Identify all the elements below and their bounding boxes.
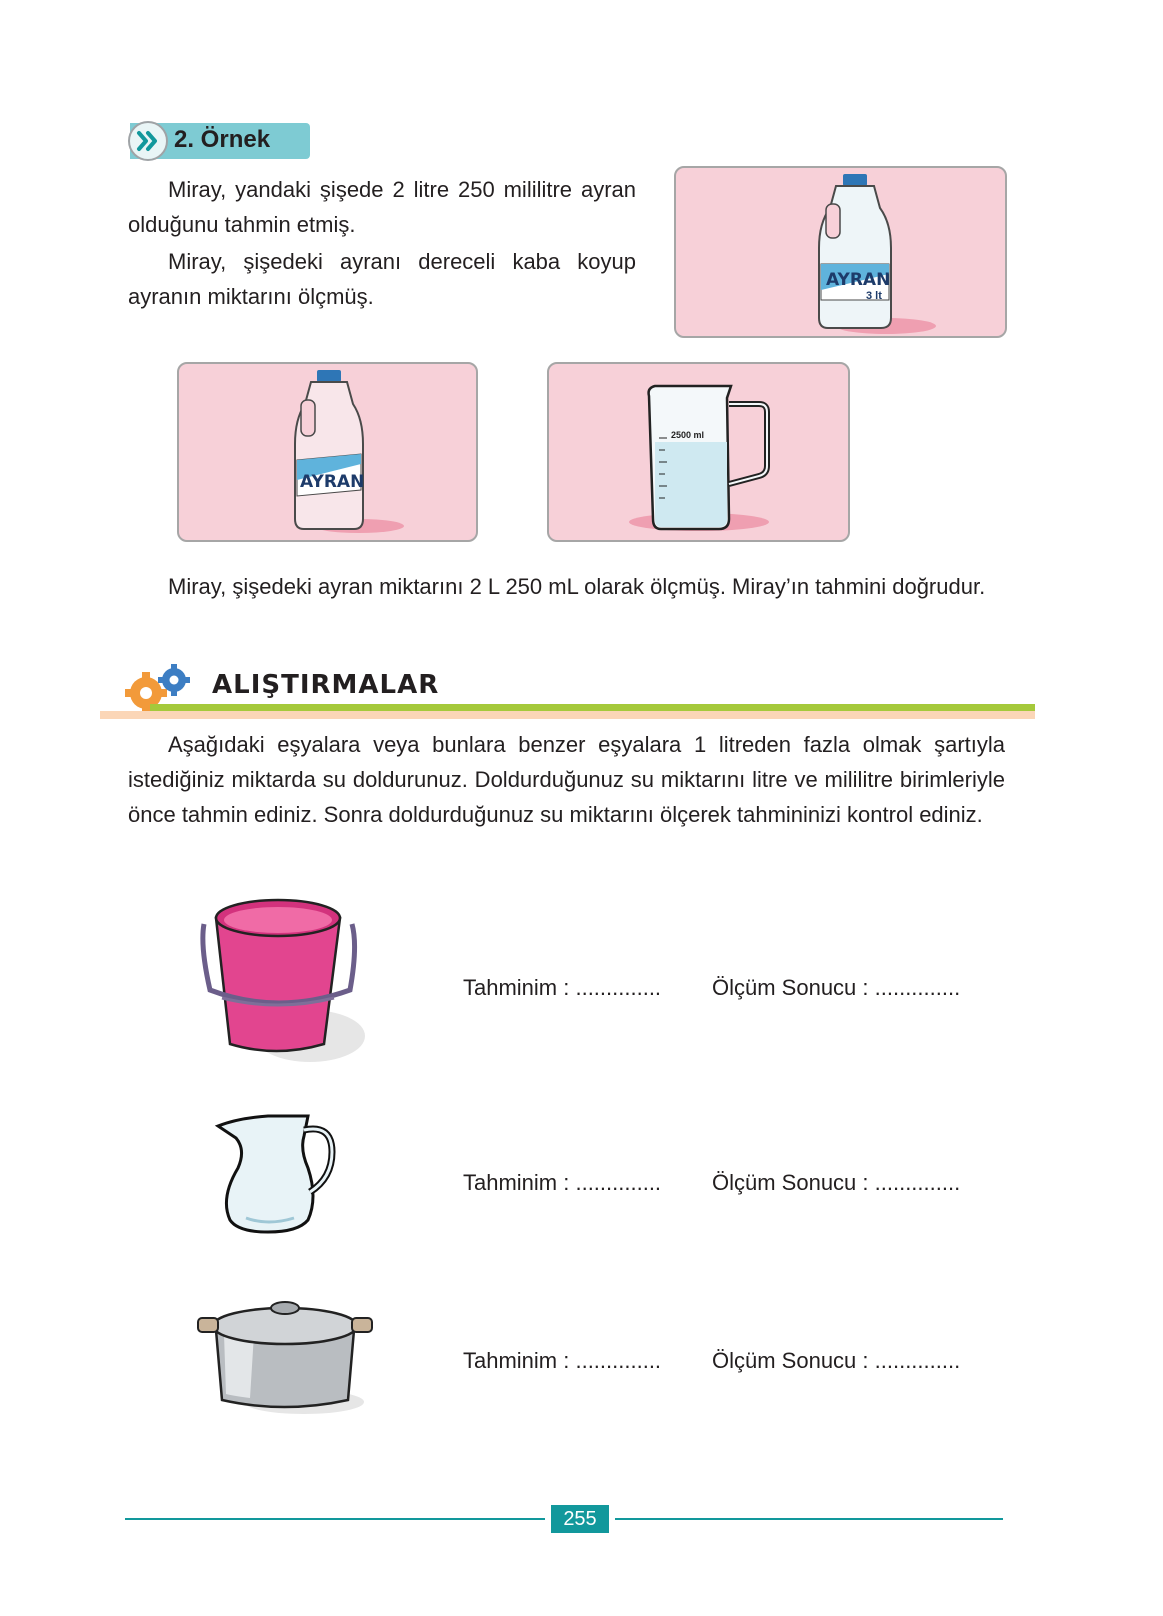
footer-line-right	[615, 1518, 1003, 1520]
page-number: 255	[551, 1505, 609, 1533]
footer-line-left	[125, 1518, 545, 1520]
exercises-title: ALIŞTIRMALAR	[212, 670, 440, 700]
pitcher-illustration	[208, 1108, 348, 1238]
ayran-bottle-illustration-2	[179, 364, 476, 540]
example-conclusion: Miray, şişedeki ayran miktarını 2 L 250 mL olarak ölçmüş. Miray’ın tahmini doğrudur.	[168, 574, 986, 599]
pot-estimate: Tahminim : ..............	[463, 1348, 662, 1373]
bottle-label: AYRAN	[826, 270, 891, 290]
bottle-image-panel	[674, 166, 1007, 338]
bottle-image-panel-2	[177, 362, 478, 542]
bucket-result: Ölçüm Sonucu : ..............	[712, 975, 961, 1000]
section-divider	[150, 704, 1035, 711]
example-title: 2. Örnek	[174, 126, 271, 153]
bucket-illustration	[190, 886, 370, 1066]
bottle-label-2: AYRAN	[300, 472, 365, 492]
double-chevron-icon	[128, 121, 168, 161]
ayran-bottle-illustration	[676, 168, 1005, 336]
pitcher-result: Ölçüm Sonucu : ..............	[712, 1170, 961, 1195]
example-paragraph-2: Miray, şişedeki ayranı dereceli kaba koyup ayranın miktarını ölçmüş.	[128, 249, 636, 309]
pitcher-estimate: Tahminim : ..............	[463, 1170, 662, 1195]
measuring-cup-illustration	[549, 364, 848, 540]
pot-illustration	[194, 1290, 374, 1420]
pot-result: Ölçüm Sonucu : ..............	[712, 1348, 961, 1373]
exercises-instructions: Aşağıdaki eşyalara veya bunlara benzer eşyalara 1 litreden fazla olmak şartıyla istediğiniz miktarda su doldurunuz. Doldurduğunuz su miktarını litre ve mililitre birimleriyle önce tahmin ediniz. Sonra doldurduğunuz su miktarını ölçerek tahmininizi kontrol ediniz.	[128, 732, 1005, 827]
section-divider-accent	[100, 711, 1035, 719]
measuring-cup-panel	[547, 362, 850, 542]
bucket-estimate: Tahminim : ..............	[463, 975, 662, 1000]
example-paragraph-1: Miray, yandaki şişede 2 litre 250 mililitre ayran olduğunu tahmin etmiş.	[128, 177, 636, 237]
bottle-volume: 3 lt	[866, 290, 882, 302]
cup-marking: 2500 ml	[671, 430, 705, 440]
